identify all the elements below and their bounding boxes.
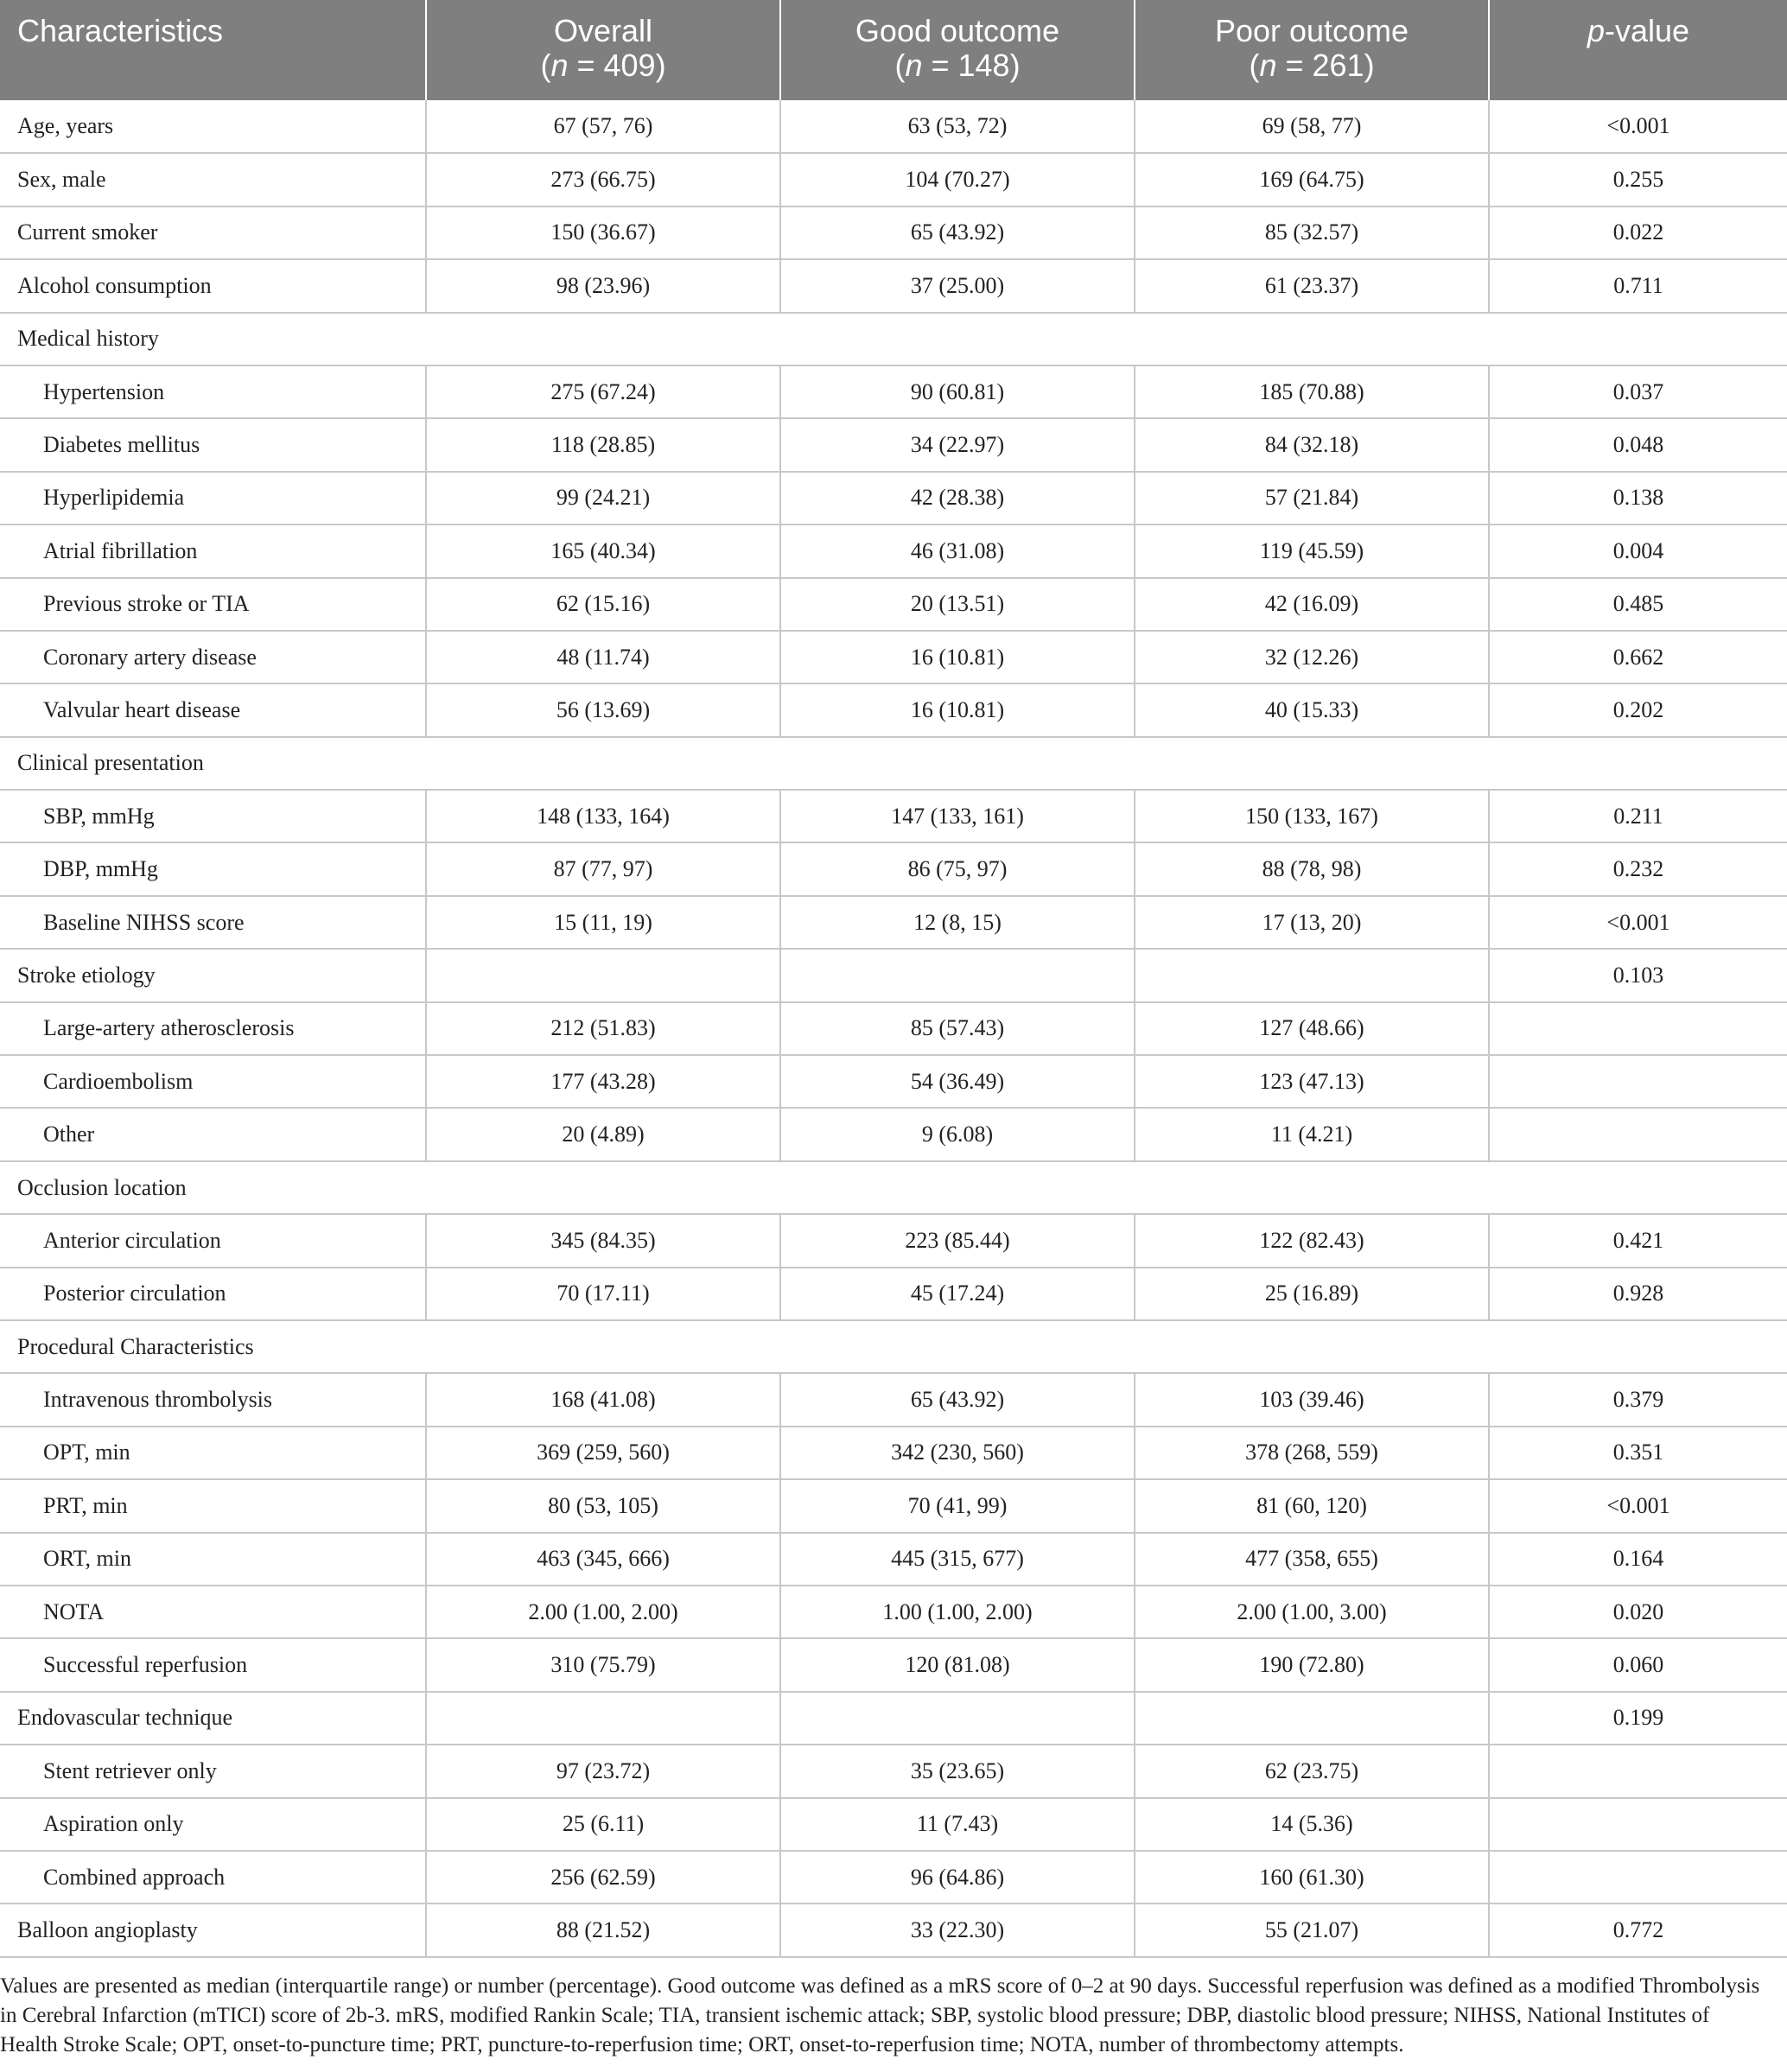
cell-p-value: 0.103 xyxy=(1489,949,1787,1001)
table-row xyxy=(0,1851,1787,1904)
section-row xyxy=(0,1161,1787,1214)
table-body xyxy=(0,100,1787,1957)
n-italic: n xyxy=(1259,48,1277,83)
cell-p-value: 0.138 xyxy=(1489,472,1787,524)
table-row xyxy=(0,1055,1787,1108)
cell-overall: 148 (133, 164) xyxy=(426,790,780,842)
cell-label: Balloon angioplasty xyxy=(0,1904,426,1956)
cell-overall: 165 (40.34) xyxy=(426,524,780,577)
n-prefix: ( xyxy=(1249,48,1260,83)
cell-label: NOTA xyxy=(0,1586,426,1638)
cell-poor-outcome: 11 (4.21) xyxy=(1135,1108,1489,1160)
table-row xyxy=(0,578,1787,631)
cell-overall: 273 (66.75) xyxy=(426,153,780,206)
cell-poor-outcome: 55 (21.07) xyxy=(1135,1904,1489,1956)
cell-good-outcome: 12 (8, 15) xyxy=(780,896,1135,949)
header-good-label: Good outcome xyxy=(855,13,1060,48)
cell-overall: 2.00 (1.00, 2.00) xyxy=(426,1586,780,1638)
cell-good-outcome: 20 (13.51) xyxy=(780,578,1135,631)
cell-label: Posterior circulation xyxy=(0,1268,426,1320)
cell-poor-outcome: 119 (45.59) xyxy=(1135,524,1489,577)
table-row xyxy=(0,1002,1787,1055)
cell-p-value xyxy=(1489,1851,1787,1904)
cell-overall: 20 (4.89) xyxy=(426,1108,780,1160)
table-row xyxy=(0,472,1787,524)
cell-overall: 98 (23.96) xyxy=(426,259,780,312)
table-row xyxy=(0,1108,1787,1160)
header-good-outcome xyxy=(780,0,1135,100)
cell-overall: 99 (24.21) xyxy=(426,472,780,524)
cell-overall: 97 (23.72) xyxy=(426,1745,780,1797)
cell-label: Coronary artery disease xyxy=(0,631,426,683)
table-row xyxy=(0,1904,1787,1956)
table-header xyxy=(0,0,1787,100)
cell-poor-outcome: 169 (64.75) xyxy=(1135,153,1489,206)
cell-label: Atrial fibrillation xyxy=(0,524,426,577)
cell-poor-outcome xyxy=(1135,1692,1489,1745)
cell-label: Aspiration only xyxy=(0,1798,426,1851)
cell-poor-outcome: 88 (78, 98) xyxy=(1135,842,1489,895)
table-row xyxy=(0,1427,1787,1479)
n-value: 409) xyxy=(603,48,666,83)
cell-label: ORT, min xyxy=(0,1533,426,1586)
cell-good-outcome: 35 (23.65) xyxy=(780,1745,1135,1797)
table-row xyxy=(0,1692,1787,1745)
cell-label: Successful reperfusion xyxy=(0,1638,426,1691)
cell-p-value: 0.060 xyxy=(1489,1638,1787,1691)
cell-overall: 87 (77, 97) xyxy=(426,842,780,895)
cell-poor-outcome: 85 (32.57) xyxy=(1135,207,1489,259)
cell-good-outcome: 90 (60.81) xyxy=(780,365,1135,418)
cell-p-value: 0.379 xyxy=(1489,1373,1787,1426)
section-label: Occlusion location xyxy=(0,1161,1787,1214)
cell-p-value: 0.772 xyxy=(1489,1904,1787,1956)
table-row xyxy=(0,1798,1787,1851)
cell-overall: 118 (28.85) xyxy=(426,418,780,471)
header-overall-label: Overall xyxy=(553,13,653,48)
table-row xyxy=(0,1638,1787,1691)
table-row xyxy=(0,524,1787,577)
cell-overall: 150 (36.67) xyxy=(426,207,780,259)
cell-label: OPT, min xyxy=(0,1427,426,1479)
cell-good-outcome: 70 (41, 99) xyxy=(780,1479,1135,1532)
table-row xyxy=(0,1745,1787,1797)
cell-overall: 67 (57, 76) xyxy=(426,100,780,153)
cell-good-outcome: 9 (6.08) xyxy=(780,1108,1135,1160)
cell-good-outcome: 342 (230, 560) xyxy=(780,1427,1135,1479)
cell-poor-outcome: 123 (47.13) xyxy=(1135,1055,1489,1108)
cell-label: Age, years xyxy=(0,100,426,153)
table-footnote: Values are presented as median (interquartile range) or number (percentage). Good outcome was defined as a mRS score of 0–2 at 90 days. Successful reperfusion was defined as a modified Thrombolysis in Cerebral Infarction (mTICI) score of 2b-3. mRS, modified Rankin Scale; TIA, transient ischemic attack; SBP, systolic blood pressure; DBP, diastolic blood pressure; NIHSS, National Institutes of Health Stroke Scale; OPT, onset-to-puncture time; PRT, puncture-to-reperfusion time; ORT, onset-to-reperfusion time; NOTA, number of thrombectomy attempts. xyxy=(0,1974,1760,2056)
cell-overall: 212 (51.83) xyxy=(426,1002,780,1055)
cell-poor-outcome: 127 (48.66) xyxy=(1135,1002,1489,1055)
cell-label: Stroke etiology xyxy=(0,949,426,1001)
cell-label: SBP, mmHg xyxy=(0,790,426,842)
table-row xyxy=(0,418,1787,471)
cell-good-outcome: 96 (64.86) xyxy=(780,1851,1135,1904)
cell-p-value: <0.001 xyxy=(1489,100,1787,153)
cell-p-value: 0.255 xyxy=(1489,153,1787,206)
cell-poor-outcome: 190 (72.80) xyxy=(1135,1638,1489,1691)
cell-poor-outcome: 61 (23.37) xyxy=(1135,259,1489,312)
cell-p-value: 0.048 xyxy=(1489,418,1787,471)
cell-overall: 88 (21.52) xyxy=(426,1904,780,1956)
cell-poor-outcome: 62 (23.75) xyxy=(1135,1745,1489,1797)
table-row xyxy=(0,1268,1787,1320)
n-value: 148) xyxy=(957,48,1021,83)
cell-label: Combined approach xyxy=(0,1851,426,1904)
n-eq: = xyxy=(1276,48,1313,83)
cell-poor-outcome: 378 (268, 559) xyxy=(1135,1427,1489,1479)
cell-p-value: 0.037 xyxy=(1489,365,1787,418)
cell-good-outcome: 86 (75, 97) xyxy=(780,842,1135,895)
cell-poor-outcome: 477 (358, 655) xyxy=(1135,1533,1489,1586)
cell-p-value: 0.022 xyxy=(1489,207,1787,259)
header-poor-label: Poor outcome xyxy=(1214,13,1409,48)
n-italic: n xyxy=(550,48,569,83)
cell-p-value xyxy=(1489,1108,1787,1160)
cell-good-outcome: 11 (7.43) xyxy=(780,1798,1135,1851)
cell-label: Valvular heart disease xyxy=(0,683,426,736)
cell-poor-outcome: 40 (15.33) xyxy=(1135,683,1489,736)
p-rest: -value xyxy=(1604,13,1690,48)
header-poor-outcome xyxy=(1135,0,1489,100)
cell-overall: 310 (75.79) xyxy=(426,1638,780,1691)
cell-p-value: 0.421 xyxy=(1489,1214,1787,1267)
cell-overall: 275 (67.24) xyxy=(426,365,780,418)
cell-p-value: <0.001 xyxy=(1489,896,1787,949)
cell-good-outcome: 65 (43.92) xyxy=(780,207,1135,259)
section-label: Medical history xyxy=(0,313,1787,365)
table-row xyxy=(0,365,1787,418)
cell-overall: 80 (53, 105) xyxy=(426,1479,780,1532)
cell-overall: 345 (84.35) xyxy=(426,1214,780,1267)
cell-good-outcome: 104 (70.27) xyxy=(780,153,1135,206)
cell-p-value: 0.164 xyxy=(1489,1533,1787,1586)
table-row xyxy=(0,207,1787,259)
cell-poor-outcome: 32 (12.26) xyxy=(1135,631,1489,683)
section-row xyxy=(0,313,1787,365)
cell-label: PRT, min xyxy=(0,1479,426,1532)
cell-label: Sex, male xyxy=(0,153,426,206)
cell-poor-outcome: 69 (58, 77) xyxy=(1135,100,1489,153)
cell-p-value: 0.199 xyxy=(1489,1692,1787,1745)
n-eq: = xyxy=(922,48,958,83)
cell-overall: 48 (11.74) xyxy=(426,631,780,683)
n-prefix: ( xyxy=(894,48,906,83)
cell-p-value xyxy=(1489,1745,1787,1797)
cell-p-value: 0.711 xyxy=(1489,259,1787,312)
cell-label: Baseline NIHSS score xyxy=(0,896,426,949)
header-p-value xyxy=(1489,0,1787,100)
cell-p-value: 0.485 xyxy=(1489,578,1787,631)
cell-good-outcome: 46 (31.08) xyxy=(780,524,1135,577)
cell-good-outcome: 120 (81.08) xyxy=(780,1638,1135,1691)
cell-overall: 62 (15.16) xyxy=(426,578,780,631)
cell-good-outcome: 147 (133, 161) xyxy=(780,790,1135,842)
cell-overall: 56 (13.69) xyxy=(426,683,780,736)
cell-good-outcome: 16 (10.81) xyxy=(780,683,1135,736)
cell-p-value xyxy=(1489,1002,1787,1055)
cell-good-outcome xyxy=(780,949,1135,1001)
cell-p-value: 0.232 xyxy=(1489,842,1787,895)
cell-poor-outcome: 185 (70.88) xyxy=(1135,365,1489,418)
cell-label: Previous stroke or TIA xyxy=(0,578,426,631)
n-value: 261) xyxy=(1312,48,1375,83)
cell-label: Endovascular technique xyxy=(0,1692,426,1745)
n-prefix: ( xyxy=(540,48,551,83)
cell-good-outcome: 63 (53, 72) xyxy=(780,100,1135,153)
header-characteristics xyxy=(0,0,426,100)
section-row xyxy=(0,1320,1787,1373)
cell-poor-outcome: 57 (21.84) xyxy=(1135,472,1489,524)
cell-label: Anterior circulation xyxy=(0,1214,426,1267)
cell-p-value: 0.020 xyxy=(1489,1586,1787,1638)
table-row xyxy=(0,683,1787,736)
cell-overall: 15 (11, 19) xyxy=(426,896,780,949)
table-row xyxy=(0,1479,1787,1532)
cell-p-value: 0.662 xyxy=(1489,631,1787,683)
cell-good-outcome: 37 (25.00) xyxy=(780,259,1135,312)
section-label: Clinical presentation xyxy=(0,737,1787,790)
cell-overall: 369 (259, 560) xyxy=(426,1427,780,1479)
cell-good-outcome: 45 (17.24) xyxy=(780,1268,1135,1320)
cell-p-value: 0.211 xyxy=(1489,790,1787,842)
cell-poor-outcome: 103 (39.46) xyxy=(1135,1373,1489,1426)
header-row xyxy=(0,0,1787,100)
cell-overall: 256 (62.59) xyxy=(426,1851,780,1904)
cell-label: Cardioembolism xyxy=(0,1055,426,1108)
cell-good-outcome: 1.00 (1.00, 2.00) xyxy=(780,1586,1135,1638)
cell-poor-outcome: 25 (16.89) xyxy=(1135,1268,1489,1320)
cell-poor-outcome: 122 (82.43) xyxy=(1135,1214,1489,1267)
n-italic: n xyxy=(905,48,923,83)
cell-p-value: <0.001 xyxy=(1489,1479,1787,1532)
cell-overall xyxy=(426,1692,780,1745)
cell-overall: 25 (6.11) xyxy=(426,1798,780,1851)
cell-poor-outcome: 42 (16.09) xyxy=(1135,578,1489,631)
cell-overall xyxy=(426,949,780,1001)
cell-p-value: 0.928 xyxy=(1489,1268,1787,1320)
cell-good-outcome xyxy=(780,1692,1135,1745)
cell-label: Hyperlipidemia xyxy=(0,472,426,524)
cell-poor-outcome: 84 (32.18) xyxy=(1135,418,1489,471)
cell-p-value: 0.351 xyxy=(1489,1427,1787,1479)
table-row xyxy=(0,1214,1787,1267)
cell-good-outcome: 34 (22.97) xyxy=(780,418,1135,471)
cell-overall: 70 (17.11) xyxy=(426,1268,780,1320)
table-row xyxy=(0,842,1787,895)
cell-poor-outcome: 160 (61.30) xyxy=(1135,1851,1489,1904)
table-row xyxy=(0,949,1787,1001)
cell-good-outcome: 223 (85.44) xyxy=(780,1214,1135,1267)
header-poor-n xyxy=(1144,48,1479,83)
cell-good-outcome: 33 (22.30) xyxy=(780,1904,1135,1956)
cell-label: DBP, mmHg xyxy=(0,842,426,895)
cell-good-outcome: 42 (28.38) xyxy=(780,472,1135,524)
cell-poor-outcome: 17 (13, 20) xyxy=(1135,896,1489,949)
cell-poor-outcome: 81 (60, 120) xyxy=(1135,1479,1489,1532)
cell-poor-outcome: 150 (133, 167) xyxy=(1135,790,1489,842)
cell-overall: 177 (43.28) xyxy=(426,1055,780,1108)
cell-p-value: 0.202 xyxy=(1489,683,1787,736)
n-eq: = xyxy=(568,48,604,83)
cell-label: Stent retriever only xyxy=(0,1745,426,1797)
section-label: Procedural Characteristics xyxy=(0,1320,1787,1373)
cell-good-outcome: 445 (315, 677) xyxy=(780,1533,1135,1586)
table-row xyxy=(0,259,1787,312)
table-row xyxy=(0,153,1787,206)
table-row xyxy=(0,790,1787,842)
cell-label: Current smoker xyxy=(0,207,426,259)
cell-label: Diabetes mellitus xyxy=(0,418,426,471)
cell-good-outcome: 85 (57.43) xyxy=(780,1002,1135,1055)
header-overall xyxy=(426,0,780,100)
cell-label: Other xyxy=(0,1108,426,1160)
table-row xyxy=(0,1533,1787,1586)
table-row xyxy=(0,631,1787,683)
p-italic: p xyxy=(1587,13,1605,48)
header-overall-n xyxy=(436,48,771,83)
table-row xyxy=(0,1586,1787,1638)
section-row xyxy=(0,737,1787,790)
cell-poor-outcome xyxy=(1135,949,1489,1001)
cell-overall: 168 (41.08) xyxy=(426,1373,780,1426)
table-row xyxy=(0,1373,1787,1426)
table-row xyxy=(0,896,1787,949)
cell-good-outcome: 16 (10.81) xyxy=(780,631,1135,683)
cell-overall: 463 (345, 666) xyxy=(426,1533,780,1586)
cell-label: Hypertension xyxy=(0,365,426,418)
cell-p-value xyxy=(1489,1798,1787,1851)
header-characteristics-label: Characteristics xyxy=(17,13,224,48)
cell-good-outcome: 54 (36.49) xyxy=(780,1055,1135,1108)
cell-poor-outcome: 2.00 (1.00, 3.00) xyxy=(1135,1586,1489,1638)
cell-poor-outcome: 14 (5.36) xyxy=(1135,1798,1489,1851)
header-good-n xyxy=(790,48,1125,83)
cell-label: Large-artery atherosclerosis xyxy=(0,1002,426,1055)
cell-label: Intravenous thrombolysis xyxy=(0,1373,426,1426)
cell-p-value xyxy=(1489,1055,1787,1108)
cell-p-value: 0.004 xyxy=(1489,524,1787,577)
cell-label: Alcohol consumption xyxy=(0,259,426,312)
cell-good-outcome: 65 (43.92) xyxy=(780,1373,1135,1426)
table-row xyxy=(0,100,1787,153)
